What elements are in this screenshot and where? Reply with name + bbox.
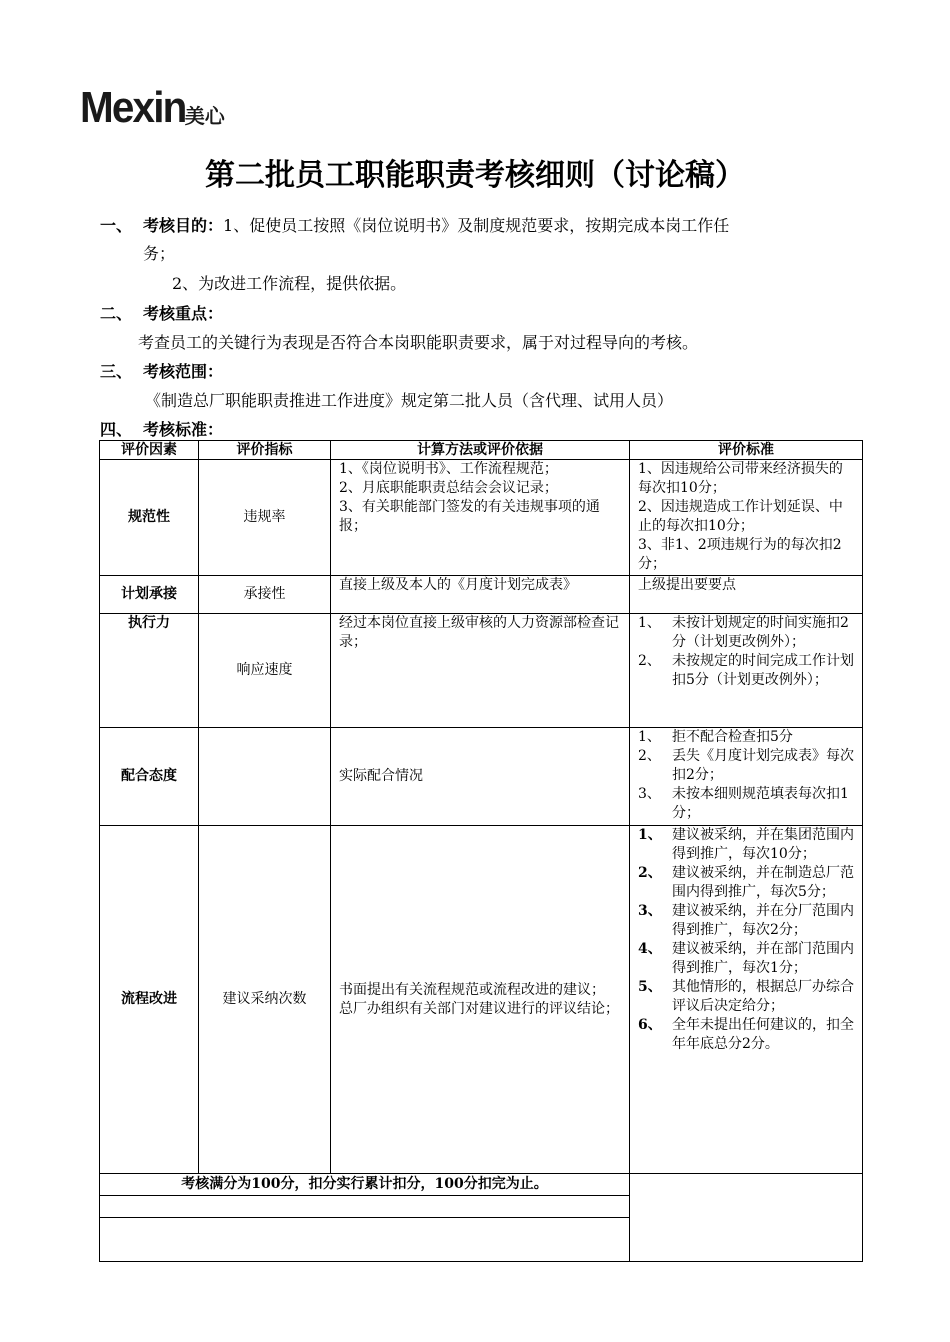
header-basis: 计算方法或评价依据 xyxy=(331,441,630,460)
item-text: 其他情形的，根据总厂办综合评议后决定给分； xyxy=(672,979,854,1014)
section-number: 三、 xyxy=(100,362,133,381)
blank-cell xyxy=(630,1174,863,1262)
list-item xyxy=(638,902,854,940)
standard-cell xyxy=(630,460,863,576)
item-number: 2、 xyxy=(638,748,661,764)
header-indicator: 评价指标 xyxy=(199,441,331,460)
basis-line: 1、《岗位说明书》、工作流程规范； xyxy=(339,461,558,477)
standard-cell xyxy=(630,614,863,728)
item-text: 全年未提出任何建议的，扣全年年底总分2分。 xyxy=(672,1017,854,1052)
item-number: 4、 xyxy=(638,941,662,957)
factor-cell: 执行力 xyxy=(100,614,199,728)
standard-line: 上级提出要要点 xyxy=(638,577,736,593)
purpose-item-1: 1、促使员工按照《岗位说明书》及制度规范要求，按期完成本岗工作任 xyxy=(223,216,730,235)
assessment-table xyxy=(99,440,863,1262)
item-number: 3、 xyxy=(638,786,661,802)
list-item xyxy=(638,747,854,785)
section-scope xyxy=(100,358,223,386)
scope-text: 《制造总厂职能职责推进工作进度》规定第二批人员（含代理、试用人员） xyxy=(145,391,674,410)
factor-cell: 流程改进 xyxy=(100,826,199,1174)
basis-cell xyxy=(331,614,630,728)
basis-line: 2、月底职能职责总结会会议记录； xyxy=(339,480,558,496)
standard-line: 1、因违规给公司带来经济损失的每次扣10分； xyxy=(638,461,843,496)
table-row xyxy=(100,826,863,1174)
basis-line: 总厂办组织有关部门对建议进行的评议结论； xyxy=(339,1000,619,1017)
standard-cell xyxy=(630,576,863,614)
logo-text-cn: 美心 xyxy=(184,104,225,128)
section-heading: 考核范围： xyxy=(143,362,224,381)
item-number: 3、 xyxy=(638,903,662,919)
indicator-cell xyxy=(199,728,331,826)
standard-line: 2、因违规造成工作计划延误、中止的每次扣10分； xyxy=(638,499,843,534)
section-heading: 考核标准： xyxy=(143,420,224,439)
header-standard: 评价标准 xyxy=(630,441,863,460)
table-row xyxy=(100,614,863,728)
list-item xyxy=(638,652,854,690)
item-text: 建议被采纳，并在制造总厂范围内得到推广，每次5分； xyxy=(672,865,854,900)
item-text: 未按计划规定的时间实施扣2分（计划更改例外）； xyxy=(672,615,849,650)
basis-cell xyxy=(331,576,630,614)
item-text: 建议被采纳，并在集团范围内得到推广，每次10分； xyxy=(672,827,854,862)
table-footer-row xyxy=(100,1174,863,1196)
item-number: 1、 xyxy=(638,729,661,745)
table-row xyxy=(100,460,863,576)
list-item xyxy=(638,728,854,747)
table-row xyxy=(100,728,863,826)
table-header-row xyxy=(100,441,863,460)
item-text: 未按本细则规范填表每次扣1分； xyxy=(672,786,849,821)
item-text: 建议被采纳，并在分厂范围内得到推广，每次2分； xyxy=(672,903,854,938)
section-focus xyxy=(100,300,223,328)
item-text: 未按规定的时间完成工作计划扣5分（计划更改例外）； xyxy=(672,653,854,688)
basis-line: 经过本岗位直接上级审核的人力资源部检查记录； xyxy=(339,615,619,650)
header-factor: 评价因素 xyxy=(100,441,199,460)
list-item xyxy=(638,614,854,652)
list-item xyxy=(638,940,854,978)
basis-line: 实际配合情况 xyxy=(339,768,423,784)
section-number: 二、 xyxy=(100,304,133,323)
page-title: 第二批员工职能职责考核细则（讨论稿） xyxy=(205,158,745,193)
section-purpose xyxy=(100,212,870,240)
factor-cell: 规范性 xyxy=(100,460,199,576)
item-number: 2、 xyxy=(638,653,661,669)
blank-cell xyxy=(100,1196,630,1218)
purpose-item-1-cont: 务； xyxy=(143,244,176,263)
basis-line: 书面提出有关流程规范或流程改进的建议； xyxy=(339,981,605,998)
basis-line: 3、有关职能部门签发的有关违规事项的通报； xyxy=(339,499,600,534)
list-item xyxy=(638,864,854,902)
table-row xyxy=(100,576,863,614)
standard-line: 3、非1、2项违规行为的每次扣2分； xyxy=(638,537,842,572)
standard-cell xyxy=(630,826,863,1174)
item-text: 丢失《月度计划完成表》每次扣2分； xyxy=(672,748,854,783)
purpose-item-2: 2、为改进工作流程，提供依据。 xyxy=(172,274,407,293)
indicator-cell: 承接性 xyxy=(199,576,331,614)
item-text: 拒不配合检查扣5分 xyxy=(672,729,793,745)
item-number: 1、 xyxy=(638,827,662,843)
item-number: 1、 xyxy=(638,615,661,631)
item-text: 建议被采纳，并在部门范围内得到推广，每次1分； xyxy=(672,941,854,976)
section-heading: 考核目的： xyxy=(143,216,224,235)
section-number: 一、 xyxy=(100,216,133,235)
focus-text: 考查员工的关键行为表现是否符合本岗职能职责要求，属于对过程导向的考核。 xyxy=(138,333,699,352)
factor-cell: 配合态度 xyxy=(100,728,199,826)
section-number: 四、 xyxy=(100,420,133,439)
section-heading: 考核重点： xyxy=(143,304,224,323)
indicator-cell: 响应速度 xyxy=(199,614,331,728)
list-item xyxy=(638,826,854,864)
basis-cell xyxy=(331,728,630,826)
item-number: 5、 xyxy=(638,979,662,995)
list-item xyxy=(638,978,854,1016)
standard-cell xyxy=(630,728,863,826)
factor-cell: 计划承接 xyxy=(100,576,199,614)
indicator-cell: 建议采纳次数 xyxy=(199,826,331,1174)
indicator-cell: 违规率 xyxy=(199,460,331,576)
total-score-note: 考核满分为100分，扣分实行累计扣分，100分扣完为止。 xyxy=(100,1174,630,1196)
basis-cell xyxy=(331,460,630,576)
blank-cell xyxy=(100,1218,630,1262)
item-number: 2、 xyxy=(638,865,662,881)
list-item xyxy=(638,1016,854,1054)
basis-cell xyxy=(331,826,630,1174)
basis-line: 直接上级及本人的《月度计划完成表》 xyxy=(339,577,577,593)
item-number: 6、 xyxy=(638,1017,662,1033)
list-item xyxy=(638,785,854,823)
company-logo xyxy=(80,83,225,132)
logo-text-en: Mexin xyxy=(80,83,186,132)
